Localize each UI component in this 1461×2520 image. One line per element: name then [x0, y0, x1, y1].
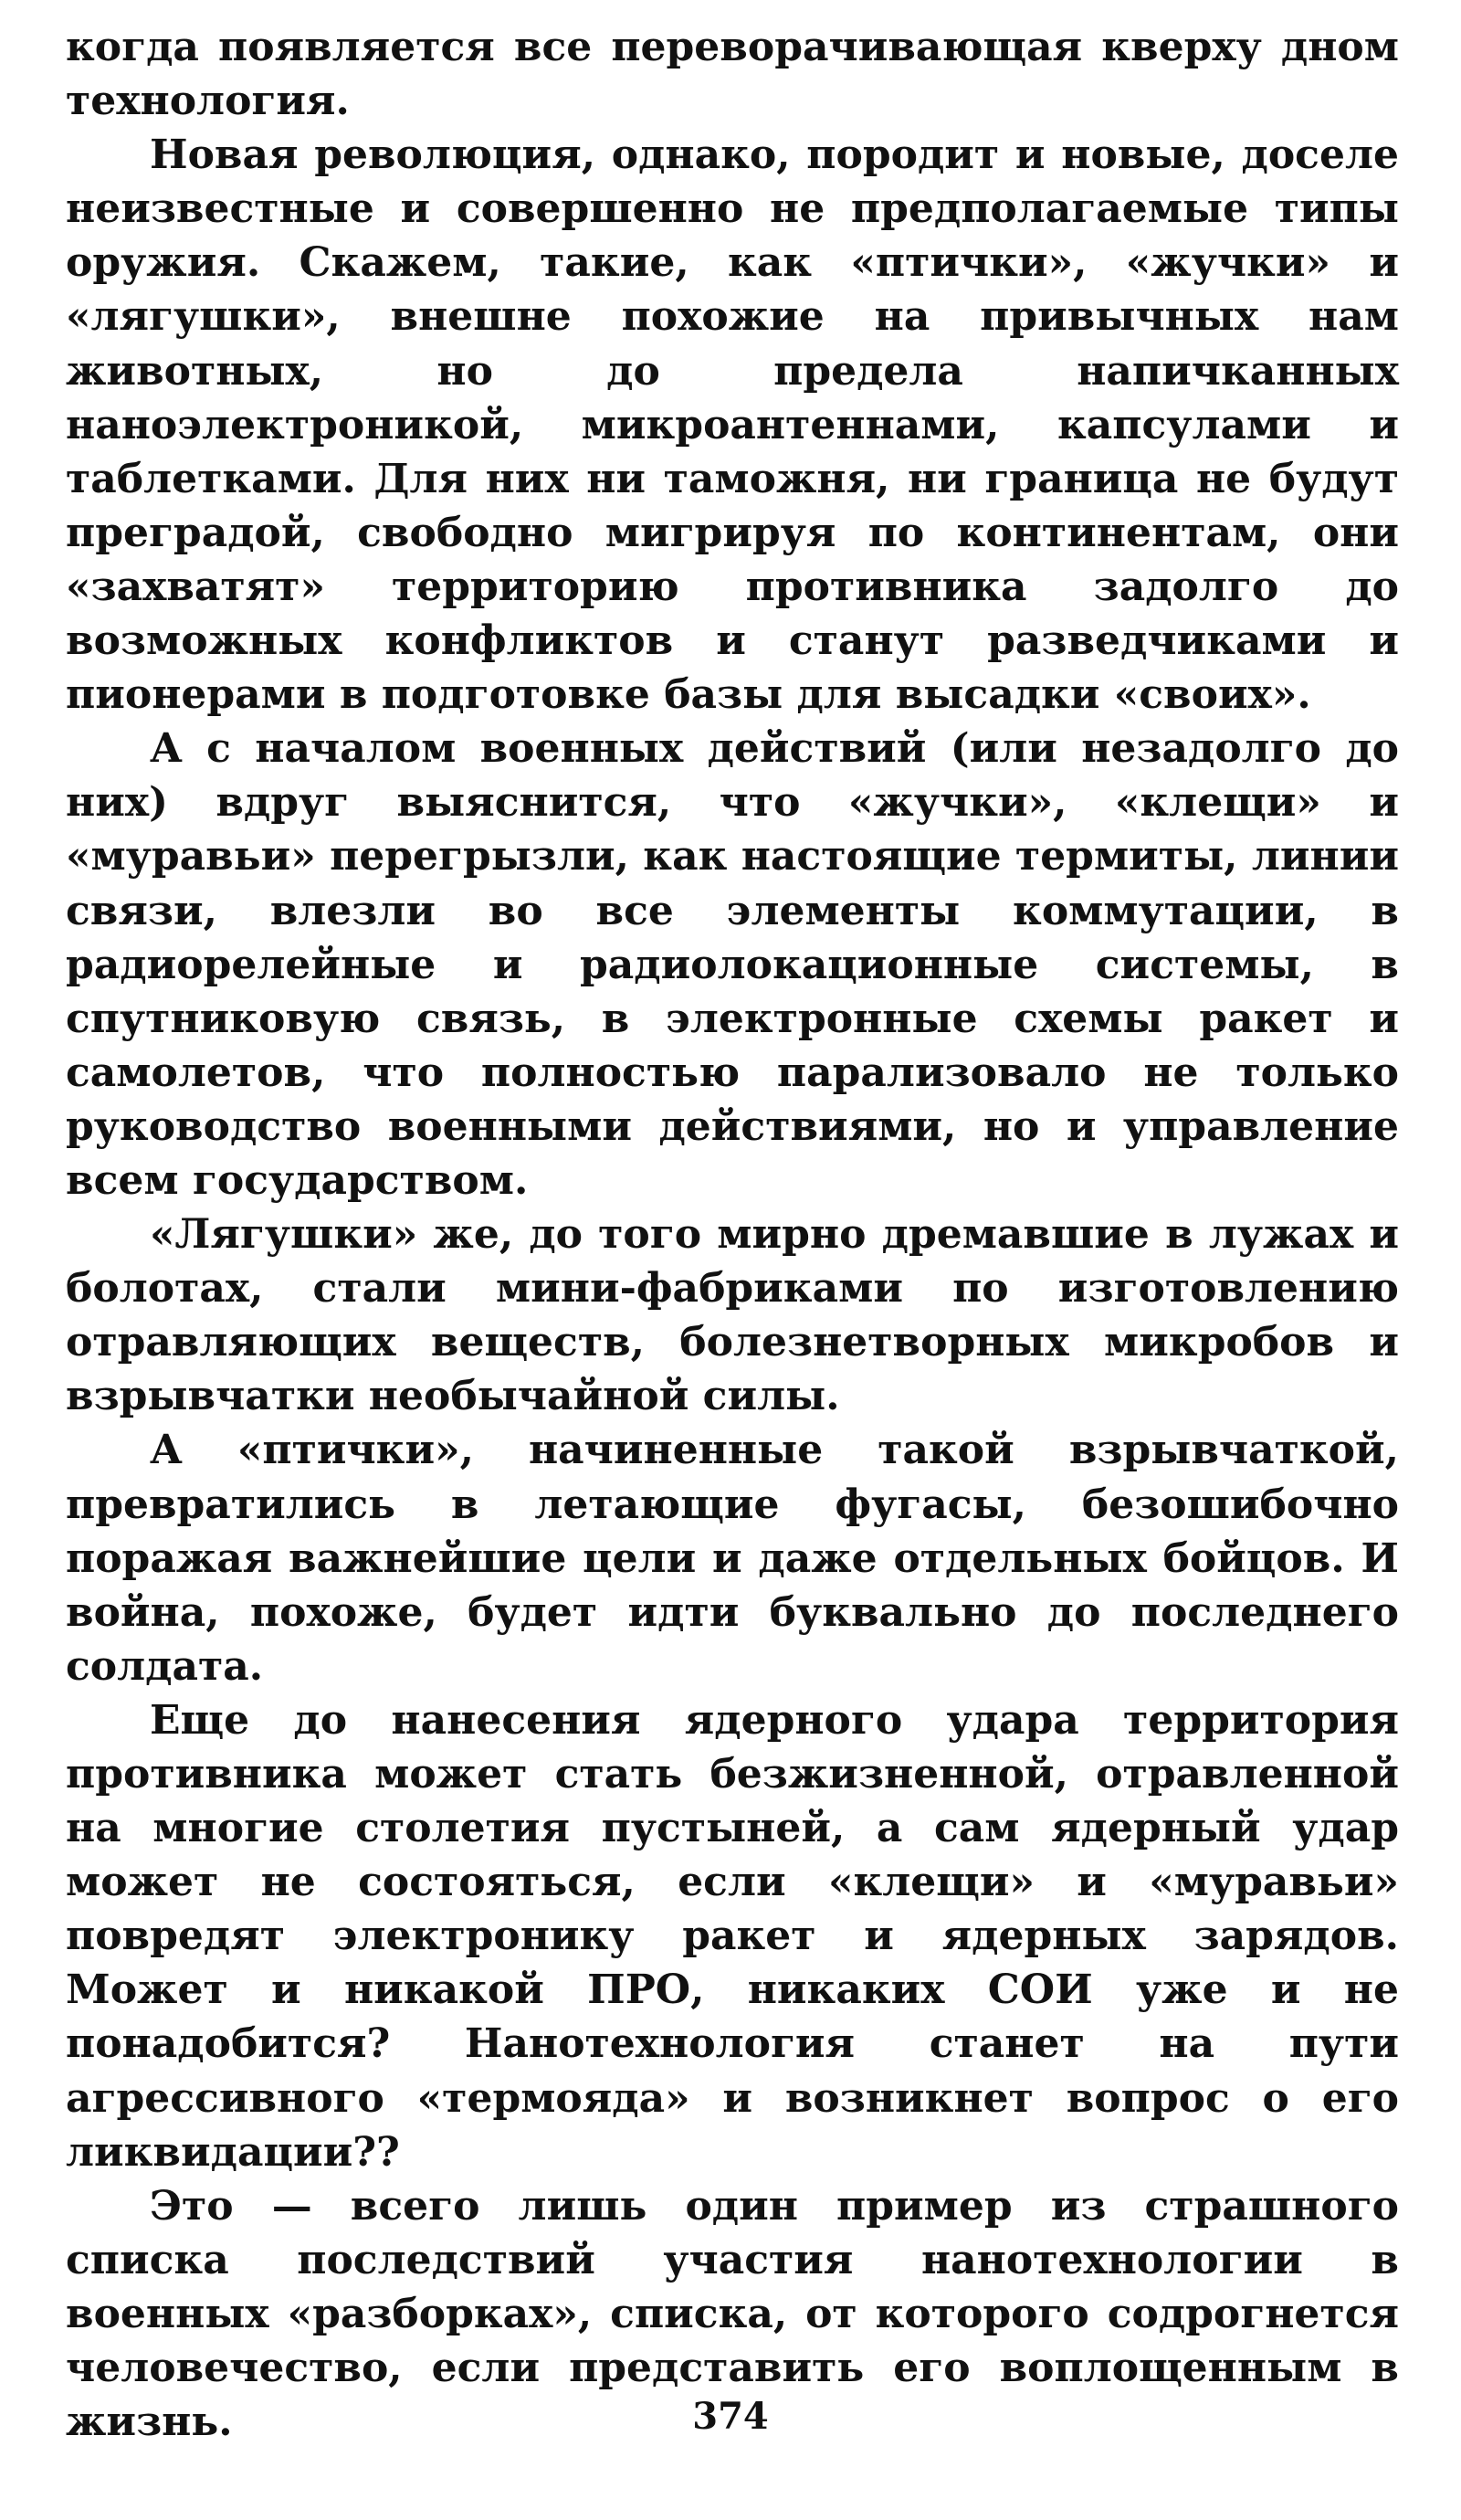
paragraph: А с началом военных действий (или незадолго до них) вдруг выяснится, что «жучки», «клещи» и «муравьи» перегрызли, как настоящие термиты, линии связи, влезли во все элементы коммутации, в радиорелейные и радиолокационные системы, в спутниковую связь, в электронные схемы ракет и самолетов, что полностью парализовало не только руководство военными действиями, но и управление всем государством.: [66, 725, 1399, 1204]
paragraph: Новая революция, однако, породит и новые, доселе неизвестные и совершенно не предполагаемые типы оружия. Скажем, такие, как «птички», «жучки» и «лягушки», внешне похожие на привычных нам животных, но до предела напичканных наноэлектроникой, микроантеннами, капсулами и таблетками. Для них ни таможня, ни граница не будут преградой, свободно мигрируя по континентам, они «захватят» территорию противника задолго до возможных конфликтов и станут разведчиками и пионерами в подготовке базы для высадки «своих».: [66, 132, 1399, 719]
paragraph-continuation: когда появляется все переворачивающая кверху дном технология.: [66, 24, 1399, 125]
page-number: 374: [692, 2395, 769, 2438]
paragraph: А «птички», начиненные такой взрывчаткой, превратились в летающие фугасы, безошибочно поражая важнейшие цели и даже отдельных бойцов. И война, похоже, будет идти буквально до последнего солдата.: [66, 1427, 1399, 1690]
paragraph: Еще до нанесения ядерного удара территория противника может стать безжизненной, отравленной на многие столетия пустыней, а сам ядерный удар может не состояться, если «клещи» и «муравьи» повредят электронику ракет и ядерных зарядов. Может и никакой ПРО, никаких СОИ уже и не понадобится? Нанотехнология станет на пути агрессивного «термояда» и возникнет вопрос о его ликвидации??: [66, 1696, 1399, 2176]
body-text: [66, 20, 1399, 2449]
paragraph: «Лягушки» же, до того мирно дремавшие в лужах и болотах, стали мини-фабриками по изготовлению отравляющих веществ, болезнетворных микробов и взрывчатки необычайной силы.: [66, 1211, 1399, 1420]
paragraph: Это — всего лишь один пример из страшного списка последствий участия нанотехнологии в военных «разборках», списка, от которого содрогнется человечество, если представить его воплощенным в жизнь.: [66, 2182, 1399, 2446]
